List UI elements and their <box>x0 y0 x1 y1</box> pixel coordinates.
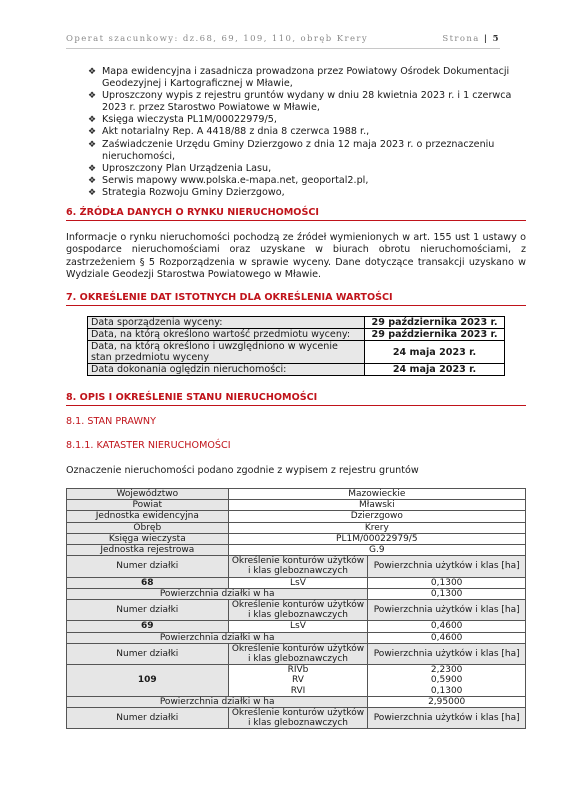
section-7-heading: 7. OKREŚLENIE DAT ISTOTNYCH DLA OKREŚLENIA WARTOŚCI <box>66 292 393 303</box>
land-class-cell <box>228 665 368 697</box>
date-label: Data, na którą określono i uwzględniono w wycenie stan przedmiotu wyceny <box>88 341 365 364</box>
registry-value: PL1M/00022979/5 <box>228 533 525 544</box>
column-header-class: Określenie konturów użytków i klas gleboznawczych <box>228 600 368 621</box>
registry-value: Mazowieckie <box>228 489 525 500</box>
section-7-divider <box>66 305 526 306</box>
table-row <box>88 364 505 376</box>
table-row <box>67 556 526 577</box>
date-value: 24 maja 2023 r. <box>365 341 505 364</box>
land-registry-table <box>66 488 526 729</box>
header-divider <box>66 48 500 49</box>
plot-total-label: Powierzchnia działki w ha <box>67 632 368 643</box>
plot-number: 109 <box>67 665 229 697</box>
date-label: Data sporządzenia wyceny: <box>88 317 365 329</box>
plot-total-label: Powierzchnia działki w ha <box>67 696 368 707</box>
land-area: 0,1300 <box>430 685 463 696</box>
diamond-bullet-icon: ❖ <box>88 175 97 186</box>
table-row <box>67 533 526 544</box>
diamond-bullet-icon: ❖ <box>88 187 97 198</box>
list-item: ❖ Strategia Rozwoju Gminy Dzierzgowo, <box>88 186 285 198</box>
registry-label: Obręb <box>67 522 229 533</box>
land-class: LsV <box>228 621 368 632</box>
registry-label: Jednostka rejestrowa <box>67 545 229 556</box>
land-class: RV <box>292 675 304 686</box>
plot-total-value: 0,1300 <box>368 588 526 599</box>
page-header <box>66 34 500 48</box>
table-row <box>67 708 526 729</box>
date-label: Data, na którą określono wartość przedmiotu wyceny: <box>88 329 365 341</box>
column-header-class: Określenie konturów użytków i klas gleboznawczych <box>228 643 368 664</box>
diamond-bullet-icon: ❖ <box>88 91 97 102</box>
land-class: RVI <box>290 685 306 696</box>
table-row <box>67 588 526 599</box>
list-item: ❖ Akt notarialny Rep. A 4418/88 z dnia 8 czerwca 1988 r., <box>88 126 370 138</box>
date-value: 24 maja 2023 r. <box>365 364 505 376</box>
land-area: 0,5900 <box>430 675 463 686</box>
list-item: ❖ Uproszczony wypis z rejestru gruntów wydany w dniu 28 kwietnia 2023 r. i 1 czerwca 2023 r. przez Starostwo Powiatowe w Mławie, <box>88 90 512 114</box>
plot-total-value: 2,95000 <box>368 696 526 707</box>
registry-label: Księga wieczysta <box>67 533 229 544</box>
page-value: | 5 <box>483 34 500 44</box>
section-8-divider <box>66 405 526 406</box>
page-label: Strona <box>442 34 480 44</box>
registry-value: G.9 <box>228 545 525 556</box>
diamond-bullet-icon: ❖ <box>88 127 97 138</box>
registry-value: Mławski <box>228 500 525 511</box>
land-class: RIVb <box>287 665 309 676</box>
registry-label: Jednostka ewidencyjna <box>67 511 229 522</box>
column-header-class: Określenie konturów użytków i klas gleboznawczych <box>228 708 368 729</box>
column-header-area: Powierzchnia użytków i klas [ha] <box>368 643 526 664</box>
key-dates-table <box>87 316 505 376</box>
land-area: 2,2300 <box>430 665 463 676</box>
date-label: Data dokonania oględzin nieruchomości: <box>88 364 365 376</box>
plot-number: 69 <box>67 621 229 632</box>
registry-value: Dzierzgowo <box>228 511 525 522</box>
column-header-area: Powierzchnia użytków i klas [ha] <box>368 600 526 621</box>
column-header-area: Powierzchnia użytków i klas [ha] <box>368 708 526 729</box>
date-value: 29 października 2023 r. <box>365 329 505 341</box>
document-title: Operat szacunkowy: dz.68, 69, 109, 110, obręb Krery <box>66 34 369 44</box>
source-list <box>88 66 528 199</box>
list-item: ❖ Zaświadczenie Urzędu Gminy Dzierzgowo z dnia 12 maja 2023 r. o przeznaczeniu nieruchomości, <box>88 138 495 162</box>
table-row <box>67 600 526 621</box>
registry-label: Powiat <box>67 500 229 511</box>
cadastre-intro: Oznaczenie nieruchomości podano zgodnie z wypisem z rejestru gruntów <box>66 465 419 476</box>
table-row <box>67 489 526 500</box>
plot-number: 68 <box>67 577 229 588</box>
subsection-legal-status: 8.1. STAN PRAWNY <box>66 416 156 427</box>
diamond-bullet-icon: ❖ <box>88 139 97 150</box>
table-row <box>67 621 526 632</box>
land-area: 0,1300 <box>368 577 526 588</box>
land-area: 0,4600 <box>368 621 526 632</box>
column-header-area: Powierzchnia użytków i klas [ha] <box>368 556 526 577</box>
section-6-divider <box>66 220 526 221</box>
table-row <box>67 577 526 588</box>
list-item: ❖ Księga wieczysta PL1M/00022979/5, <box>88 114 277 126</box>
section-6-heading: 6. ŹRÓDŁA DANYCH O RYNKU NIERUCHOMOŚCI <box>66 207 319 218</box>
column-header-class: Określenie konturów użytków i klas gleboznawczych <box>228 556 368 577</box>
plot-total-label: Powierzchnia działki w ha <box>67 588 368 599</box>
table-row <box>67 696 526 707</box>
table-row <box>88 329 505 341</box>
table-row <box>67 643 526 664</box>
table-row <box>67 511 526 522</box>
page-number <box>442 34 500 44</box>
land-class: LsV <box>228 577 368 588</box>
diamond-bullet-icon: ❖ <box>88 67 97 77</box>
subsection-cadastre: 8.1.1. KATASTER NIERUCHOMOŚCI <box>66 440 231 451</box>
table-row <box>67 665 526 697</box>
list-item: ❖ Uproszczony Plan Urządzenia Lasu, <box>88 162 272 174</box>
table-row <box>67 522 526 533</box>
column-header-plot: Numer działki <box>67 556 229 577</box>
date-value: 29 października 2023 r. <box>365 317 505 329</box>
section-6-text: Informacje o rynku nieruchomości pochodzą ze źródeł wymienionych w art. 155 ust 1 ustawy o gospodarce nieruchomościami oraz uzyskane w biurach obrotu nieruchomościami, z zastrzeżeniem § 5 Rozporządzenia w sprawie wyceny. Dane dotyczące transakcji uzyskano w Wydziale Geodezji Starostwa Powiatowego w Mławie. <box>66 232 526 280</box>
table-row <box>88 317 505 329</box>
plot-total-value: 0,4600 <box>368 632 526 643</box>
column-header-plot: Numer działki <box>67 708 229 729</box>
diamond-bullet-icon: ❖ <box>88 163 97 174</box>
section-8-heading: 8. OPIS I OKREŚLENIE STANU NIERUCHOMOŚCI <box>66 392 318 403</box>
list-item: ❖ Mapa ewidencyjna i zasadnicza prowadzona przez Powiatowy Ośrodek Dokumentacji Geodezyjnej i Kartograficznej w Mławie, <box>88 66 510 90</box>
column-header-plot: Numer działki <box>67 643 229 664</box>
land-area-cell <box>368 665 526 697</box>
table-row <box>67 545 526 556</box>
registry-label: Województwo <box>67 489 229 500</box>
registry-value: Krery <box>228 522 525 533</box>
diamond-bullet-icon: ❖ <box>88 115 97 126</box>
column-header-plot: Numer działki <box>67 600 229 621</box>
table-row <box>88 341 505 364</box>
table-row <box>67 632 526 643</box>
table-row <box>67 500 526 511</box>
list-item: ❖ Serwis mapowy www.polska.e-mapa.net, geoportal2.pl, <box>88 174 369 186</box>
